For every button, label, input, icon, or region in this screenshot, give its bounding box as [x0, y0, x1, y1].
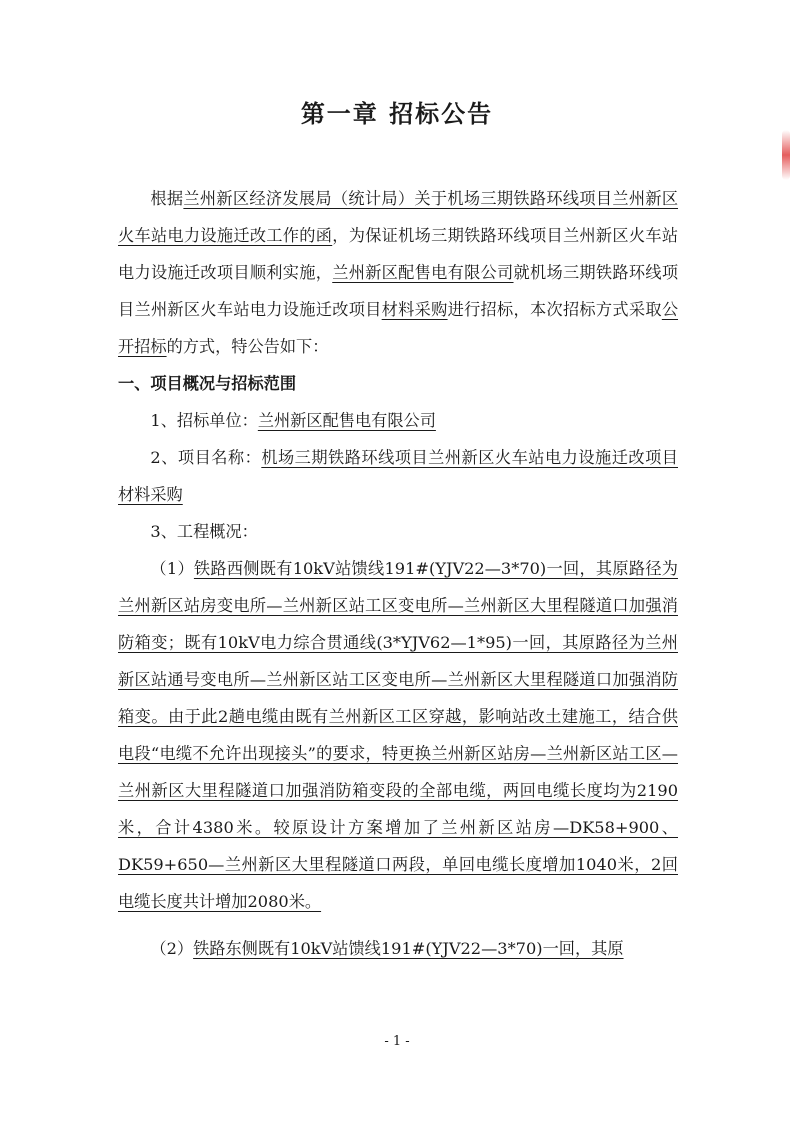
intro-text-3: 就机场三期铁路环线项目兰州新区火车站电力设施迁改项目 — [118, 263, 679, 319]
intro-text-4: 进行招标，本次招标方式采取 — [447, 300, 662, 319]
chapter-title: 第一章 招标公告 — [300, 100, 494, 128]
red-margin-mark — [782, 130, 790, 180]
intro-underline-4: 公开招标 — [118, 300, 679, 356]
overview-2-text: 铁路东侧既有10kV站馈线191#(YJV22—3*70)一回，其原 — [193, 939, 624, 958]
item-bidder-value: 兰州新区配售电有限公司 — [257, 411, 436, 430]
intro-underline-3: 材料采购 — [381, 300, 448, 319]
page-number: - 1 - — [384, 1034, 410, 1049]
overview-paragraph-2 — [118, 930, 678, 967]
intro-underline-1: 兰州新区经济发展局（统计局）关于机场三期铁路环线项目兰州新区火车站电力设施迁改工作的函 — [118, 189, 679, 245]
overview-1-text: 铁路西侧既有10kV站馈线191#(YJV22—3*70)一回，其原路径为兰州新区站房变电所—兰州新区站工区变电所—兰州新区大里程隧道口加强消防箱变；既有10kV电力综合贯通线(3*YJV62—1*95)一回，其原路径为兰州新区站通号变电所—兰州新区站工区变电所—兰州新区大里程隧道口加强消防箱变。由于此2趟电缆由既有兰州新区工区穿越，影响站改土建施工，结合供电段“电缆不允许出现接头”的要求，特更换兰州新区站房—兰州新区站工区—兰州新区大里程隧道口加强消防箱变段的全部电缆，两回电缆长度均为2190米，合计4380米。较原设计方案增加了兰州新区站房—DK58+900、DK59+650—兰州新区大里程隧道口两段，单回电缆长度增加1040米，2回电缆长度共计增加2080米。 — [118, 559, 678, 911]
item-project-name-label: 2、项目名称： — [150, 448, 262, 467]
intro-text-2: ，为保证机场三期铁路环线项目兰州新区火车站电力设施迁改项目顺利实施， — [118, 226, 679, 282]
document-body — [118, 180, 678, 967]
overview-paragraph-1 — [118, 550, 678, 920]
item-bidder — [118, 402, 678, 439]
item-project-name-value: 机场三期铁路环线项目兰州新区火车站电力设施迁改项目材料采购 — [118, 448, 678, 504]
section-heading: 一、项目概况与招标范围 — [118, 374, 297, 393]
item-overview-label: 3、工程概况： — [150, 522, 258, 541]
item-bidder-label: 1、招标单位： — [150, 411, 258, 430]
item-project-name — [118, 439, 678, 513]
intro-paragraph — [118, 180, 678, 365]
intro-text-5: 的方式，特公告如下： — [166, 337, 329, 356]
intro-text-1: 根据 — [150, 189, 184, 208]
overview-2-prefix: （2） — [150, 939, 194, 958]
overview-1-prefix: （1） — [150, 559, 194, 578]
intro-underline-2: 兰州新区配售电有限公司 — [332, 263, 514, 282]
